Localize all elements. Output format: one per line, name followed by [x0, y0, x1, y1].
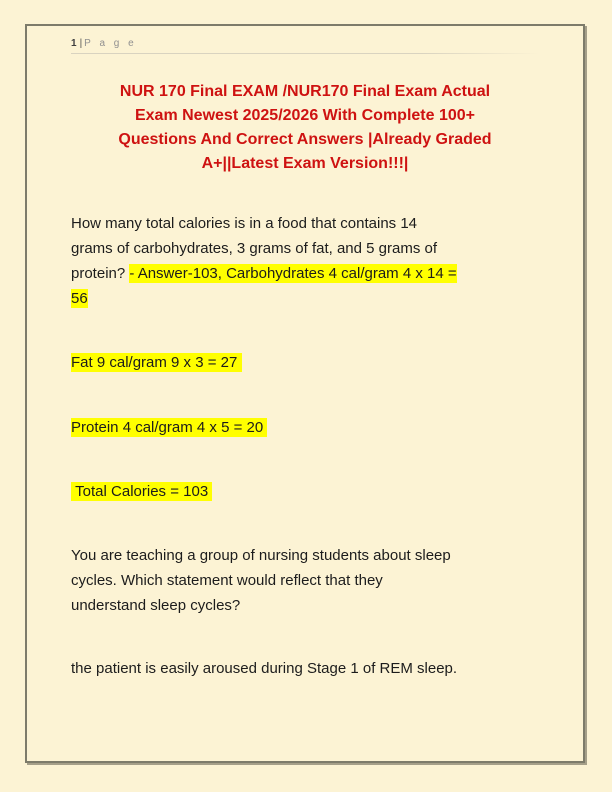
answer-highlight-carbohydrates: - Answer-103, Carbohydrates 4 cal/gram 4 x 14 =: [129, 265, 457, 282]
exam-title-line-2: Exam Newest 2025/2026 With Complete 100+: [134, 107, 476, 124]
answer-sleep-cycles: [71, 656, 539, 681]
answer-highlight-total: Total Calories = 103: [71, 483, 213, 500]
answer-highlight-carb-result: 56: [71, 290, 88, 307]
page-number: 1: [71, 38, 78, 49]
answer-highlight-fat: Fat 9 cal/gram 9 x 3 = 27: [71, 354, 242, 371]
question-sleep-cycles: [71, 543, 539, 618]
exam-title: [71, 80, 539, 176]
question-calories-line-4: [71, 286, 539, 311]
question-calories: [71, 211, 539, 311]
document-page: [25, 24, 585, 763]
page-header: [71, 36, 539, 49]
page-header-label: P a g e: [84, 38, 137, 49]
fat-calculation-line: [71, 350, 539, 375]
exam-title-line-4: A+||Latest Exam Version!!!|: [201, 155, 409, 172]
protein-calculation-line: [71, 415, 539, 440]
header-rule: [71, 53, 539, 54]
question-calories-text: protein?: [71, 265, 130, 282]
exam-title-line-3: Questions And Correct Answers |Already Graded: [118, 131, 492, 148]
question-calories-line-3: [71, 261, 539, 286]
page-header-divider: |: [79, 38, 83, 49]
question-calories-line-2: grams of carbohydrates, 3 grams of fat, and 5 grams of: [71, 240, 438, 257]
answer-sleep-text: the patient is easily aroused during Stage 1 of REM sleep.: [71, 660, 458, 677]
total-calories-line: [71, 479, 539, 504]
question-sleep-line-2: cycles. Which statement would reflect that they: [71, 572, 383, 589]
answer-highlight-protein: Protein 4 cal/gram 4 x 5 = 20: [71, 419, 268, 436]
question-sleep-line-1: You are teaching a group of nursing students about sleep: [71, 547, 451, 564]
question-sleep-line-3: understand sleep cycles?: [71, 597, 241, 614]
exam-title-line-1: NUR 170 Final EXAM /NUR170 Final Exam Actual: [119, 83, 491, 100]
question-calories-line-1: How many total calories is in a food that contains 14: [71, 215, 418, 232]
